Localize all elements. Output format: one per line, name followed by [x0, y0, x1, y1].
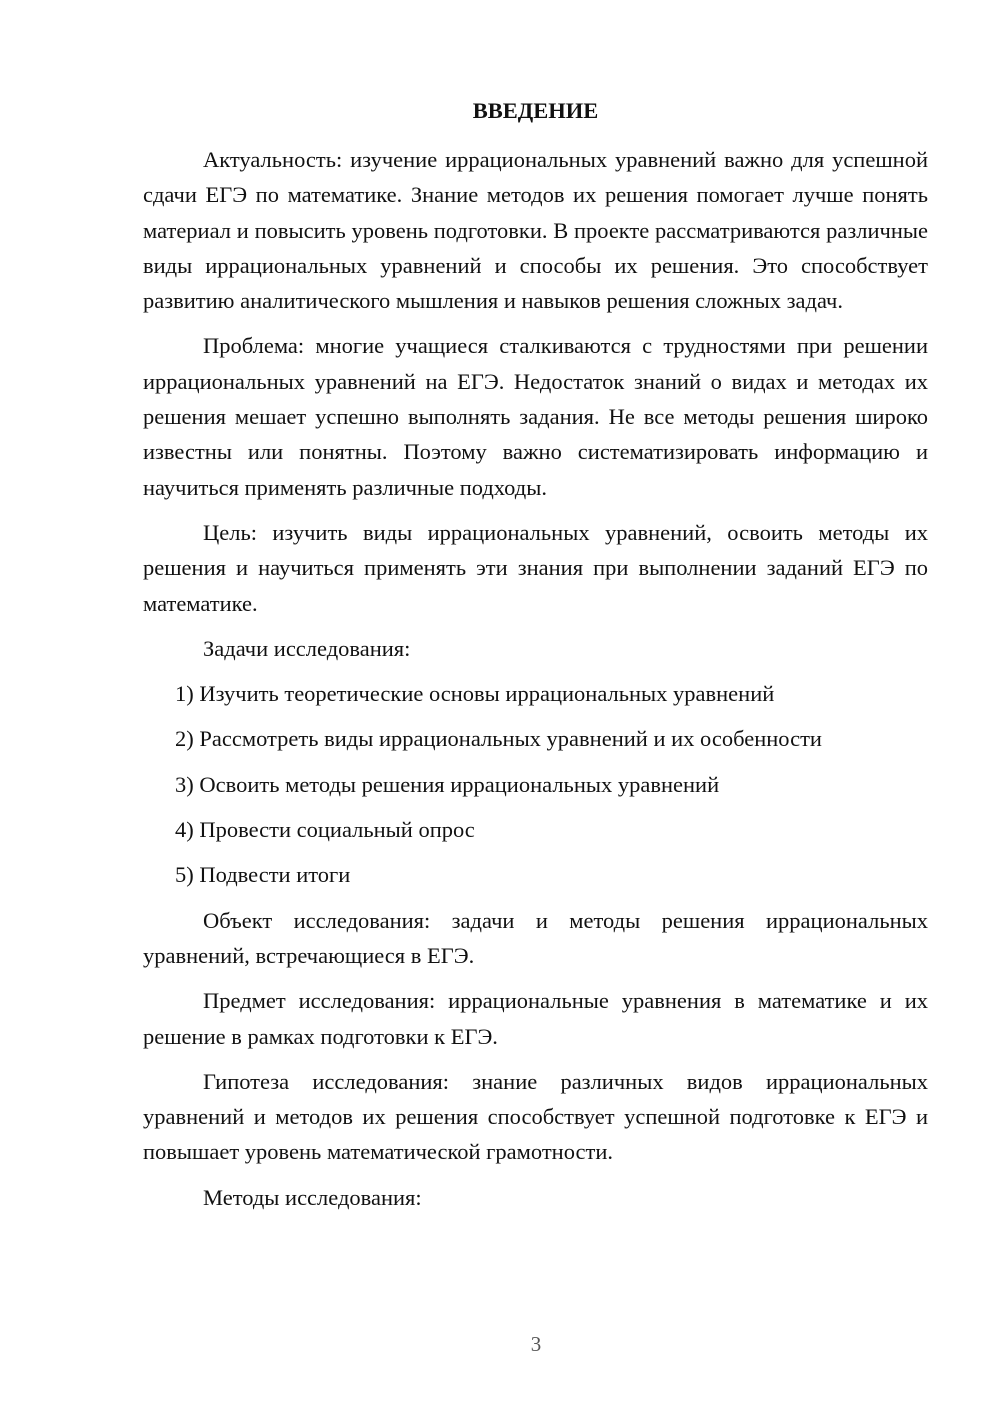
subject-paragraph: Предмет исследования: иррациональные уравнения в математике и их решение в рамках подготовки к ЕГЭ.	[143, 988, 928, 1049]
relevance-paragraph: Актуальность: изучение иррациональных уравнений важно для успешной сдачи ЕГЭ по математике. Знание методов их решения помогает лучше понять материал и повысить уровень подготовки. В проекте рассматриваются различные виды иррациональных уравнений и способы их решения. Это способствует развитию аналитического мышления и навыков решения сложных задач.	[143, 147, 928, 314]
task-item: 4) Провести социальный опрос	[175, 817, 475, 843]
task-item: 1) Изучить теоретические основы иррациональных уравнений	[175, 681, 775, 707]
methods-heading: Методы исследования:	[203, 1184, 422, 1210]
tasks-heading: Задачи исследования:	[203, 635, 411, 661]
task-item: 3) Освоить методы решения иррациональных уравнений	[175, 771, 720, 797]
task-item: 5) Подвести итоги	[175, 862, 351, 888]
page-content	[143, 92, 928, 1225]
task-item: 2) Рассмотреть виды иррациональных уравнений и их особенности	[175, 726, 822, 752]
problem-paragraph: Проблема: многие учащиеся сталкиваются с трудностями при решении иррациональных уравнений на ЕГЭ. Недостаток знаний о видах и методах их решения мешает успешно выполнять задания. Не все методы решения широко известны или понятны. Поэтому важно систематизировать информацию и научиться применять различные подходы.	[143, 333, 928, 500]
hypothesis-paragraph: Гипотеза исследования: знание различных видов иррациональных уравнений и методов их решения способствует успешной подготовке к ЕГЭ и повышает уровень математической грамотности.	[143, 1068, 928, 1165]
goal-paragraph: Цель: изучить виды иррациональных уравнений, освоить методы их решения и научиться применять эти знания при выполнении заданий ЕГЭ по математике.	[143, 519, 928, 616]
object-paragraph: Объект исследования: задачи и методы решения иррациональных уравнений, встречающиеся в ЕГЭ.	[143, 907, 928, 968]
tasks-list	[143, 676, 928, 892]
section-title: ВВЕДЕНИЕ	[472, 98, 599, 123]
page-number: 3	[530, 1332, 542, 1356]
